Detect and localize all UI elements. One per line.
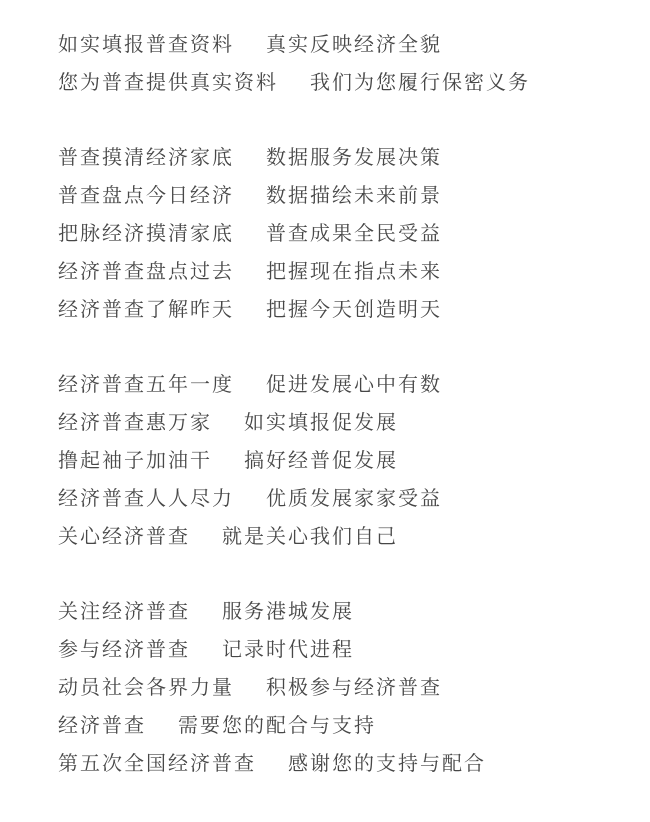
slogan-line xyxy=(58,404,620,442)
slogan-phrase-left: 经济普查 xyxy=(58,715,146,737)
slogan-line xyxy=(58,26,620,64)
slogan-phrase-right: 把握现在指点未来 xyxy=(266,261,442,283)
slogan-line xyxy=(58,366,620,404)
slogan-phrase-right: 把握今天创造明天 xyxy=(266,299,442,321)
slogan-phrase-left: 把脉经济摸清家底 xyxy=(58,223,234,245)
slogan-line xyxy=(58,215,620,253)
slogan-phrase-left: 动员社会各界力量 xyxy=(58,677,234,699)
slogan-phrase-left: 参与经济普查 xyxy=(58,639,190,661)
slogan-phrase-left: 经济普查盘点过去 xyxy=(58,261,234,283)
slogan-phrase-left: 撸起袖子加油干 xyxy=(58,450,212,472)
slogan-phrase-right: 积极参与经济普查 xyxy=(266,677,442,699)
slogan-line xyxy=(58,139,620,177)
slogan-line xyxy=(58,669,620,707)
slogan-phrase-left: 如实填报普查资料 xyxy=(58,34,234,56)
slogan-line xyxy=(58,177,620,215)
slogan-line xyxy=(58,518,620,556)
slogan-phrase-right: 优质发展家家受益 xyxy=(266,488,442,510)
slogan-phrase-left: 经济普查五年一度 xyxy=(58,374,234,396)
slogan-phrase-right: 就是关心我们自己 xyxy=(222,526,398,548)
slogan-line xyxy=(58,442,620,480)
slogan-phrase-left: 普查摸清经济家底 xyxy=(58,147,234,169)
slogan-phrase-right: 如实填报促发展 xyxy=(244,412,398,434)
slogan-phrase-left: 关注经济普查 xyxy=(58,601,190,623)
slogan-line xyxy=(58,745,620,783)
slogan-phrase-left: 经济普查惠万家 xyxy=(58,412,212,434)
slogan-line xyxy=(58,291,620,329)
slogan-line xyxy=(58,593,620,631)
slogan-phrase-right: 真实反映经济全貌 xyxy=(266,34,442,56)
slogan-phrase-left: 经济普查人人尽力 xyxy=(58,488,234,510)
slogan-phrase-right: 需要您的配合与支持 xyxy=(178,715,376,737)
slogan-group-2 xyxy=(58,139,620,329)
slogan-phrase-right: 我们为您履行保密义务 xyxy=(310,72,530,94)
slogan-group-3 xyxy=(58,366,620,556)
slogan-phrase-right: 记录时代进程 xyxy=(222,639,354,661)
slogan-line xyxy=(58,631,620,669)
slogan-phrase-left: 第五次全国经济普查 xyxy=(58,753,256,775)
slogan-phrase-right: 促进发展心中有数 xyxy=(266,374,442,396)
slogan-phrase-left: 关心经济普查 xyxy=(58,526,190,548)
slogan-line xyxy=(58,480,620,518)
slogan-line xyxy=(58,253,620,291)
slogan-phrase-right: 服务港城发展 xyxy=(222,601,354,623)
slogan-phrase-right: 数据描绘未来前景 xyxy=(266,185,442,207)
slogan-phrase-left: 您为普查提供真实资料 xyxy=(58,72,278,94)
slogan-phrase-right: 搞好经普促发展 xyxy=(244,450,398,472)
slogan-group-1 xyxy=(58,26,620,102)
slogan-phrase-left: 普查盘点今日经济 xyxy=(58,185,234,207)
slogan-phrase-left: 经济普查了解昨天 xyxy=(58,299,234,321)
slogan-line xyxy=(58,64,620,102)
slogan-group-4 xyxy=(58,593,620,783)
slogan-phrase-right: 数据服务发展决策 xyxy=(266,147,442,169)
slogan-phrase-right: 感谢您的支持与配合 xyxy=(288,753,486,775)
slogan-line xyxy=(58,707,620,745)
slogan-phrase-right: 普查成果全民受益 xyxy=(266,223,442,245)
